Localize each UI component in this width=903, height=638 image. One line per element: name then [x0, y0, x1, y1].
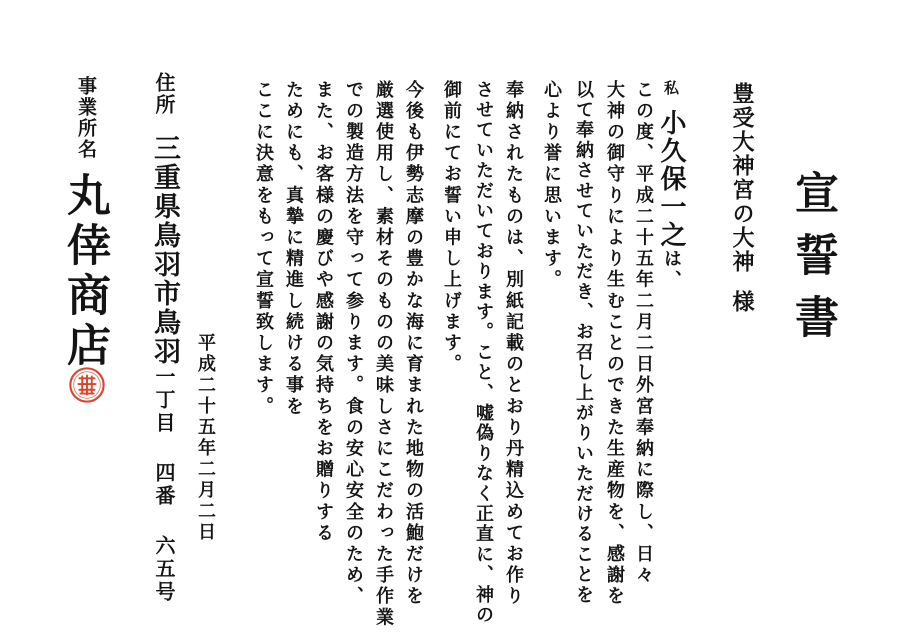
body-line-2: 大神の御守りにより生むことのできた生産物を、感謝を	[604, 80, 625, 608]
body-line-5: 奉納されたものは、別紙記載のとおり丹精込めてお作り	[503, 80, 524, 608]
address-tail: 一丁目 四番 六五号	[152, 366, 176, 604]
company-name: 丸倖商店	[59, 172, 110, 372]
address-main: 三重県鳥羽市鳥羽	[149, 134, 180, 366]
declarant-suffix: は、	[661, 249, 682, 292]
office-label: 事業所名	[75, 76, 97, 160]
body-line-10: での製造方法を守って参ります。食の安心安全のため、	[343, 80, 364, 608]
body-line-4: 心より誉に思います。	[541, 80, 562, 291]
addressee-honorific: 様	[729, 290, 755, 314]
body-line-8: 今後も伊勢志摩の豊かな海に育まれた地物の活鮑だけを	[403, 80, 424, 608]
body-line-12: ためにも、真摯に精進し続ける事を	[283, 80, 304, 418]
body-line-13: ここに決意をもって宣誓致します。	[253, 80, 274, 418]
seal-glyph	[78, 376, 95, 395]
addressee	[731, 82, 753, 314]
body-line-11: また、お客様の慶びや感謝の気持ちをお贈りする	[313, 80, 334, 545]
declarant-name: 小久保一之	[656, 109, 686, 249]
company-seal-stamp	[68, 366, 106, 404]
declarant-prefix: 私	[662, 80, 680, 95]
addressee-shrine: 豊受大神宮の大神	[729, 82, 755, 274]
body-line-6: させていただいております。こと、嘘偽りなく正直に、神の	[473, 80, 494, 626]
document-title: 宣誓書	[787, 170, 838, 356]
declarant-line	[658, 80, 684, 291]
body-line-9: 厳選使用し、素材そのものの美味しさにこだわった手作業	[373, 80, 394, 629]
body-line-1: この度、平成二十五年二月二日外宮奉納に際し、日々	[633, 80, 654, 587]
address-block	[151, 72, 178, 604]
address-label: 住所	[152, 72, 176, 116]
body-line-7: 御前にてお誓い申し上げます。	[441, 80, 462, 376]
body-line-3: 以て奉納させていただき、お召し上がりいただけることを	[573, 80, 594, 606]
document-date: 平成二十五年二月二日	[195, 333, 216, 543]
